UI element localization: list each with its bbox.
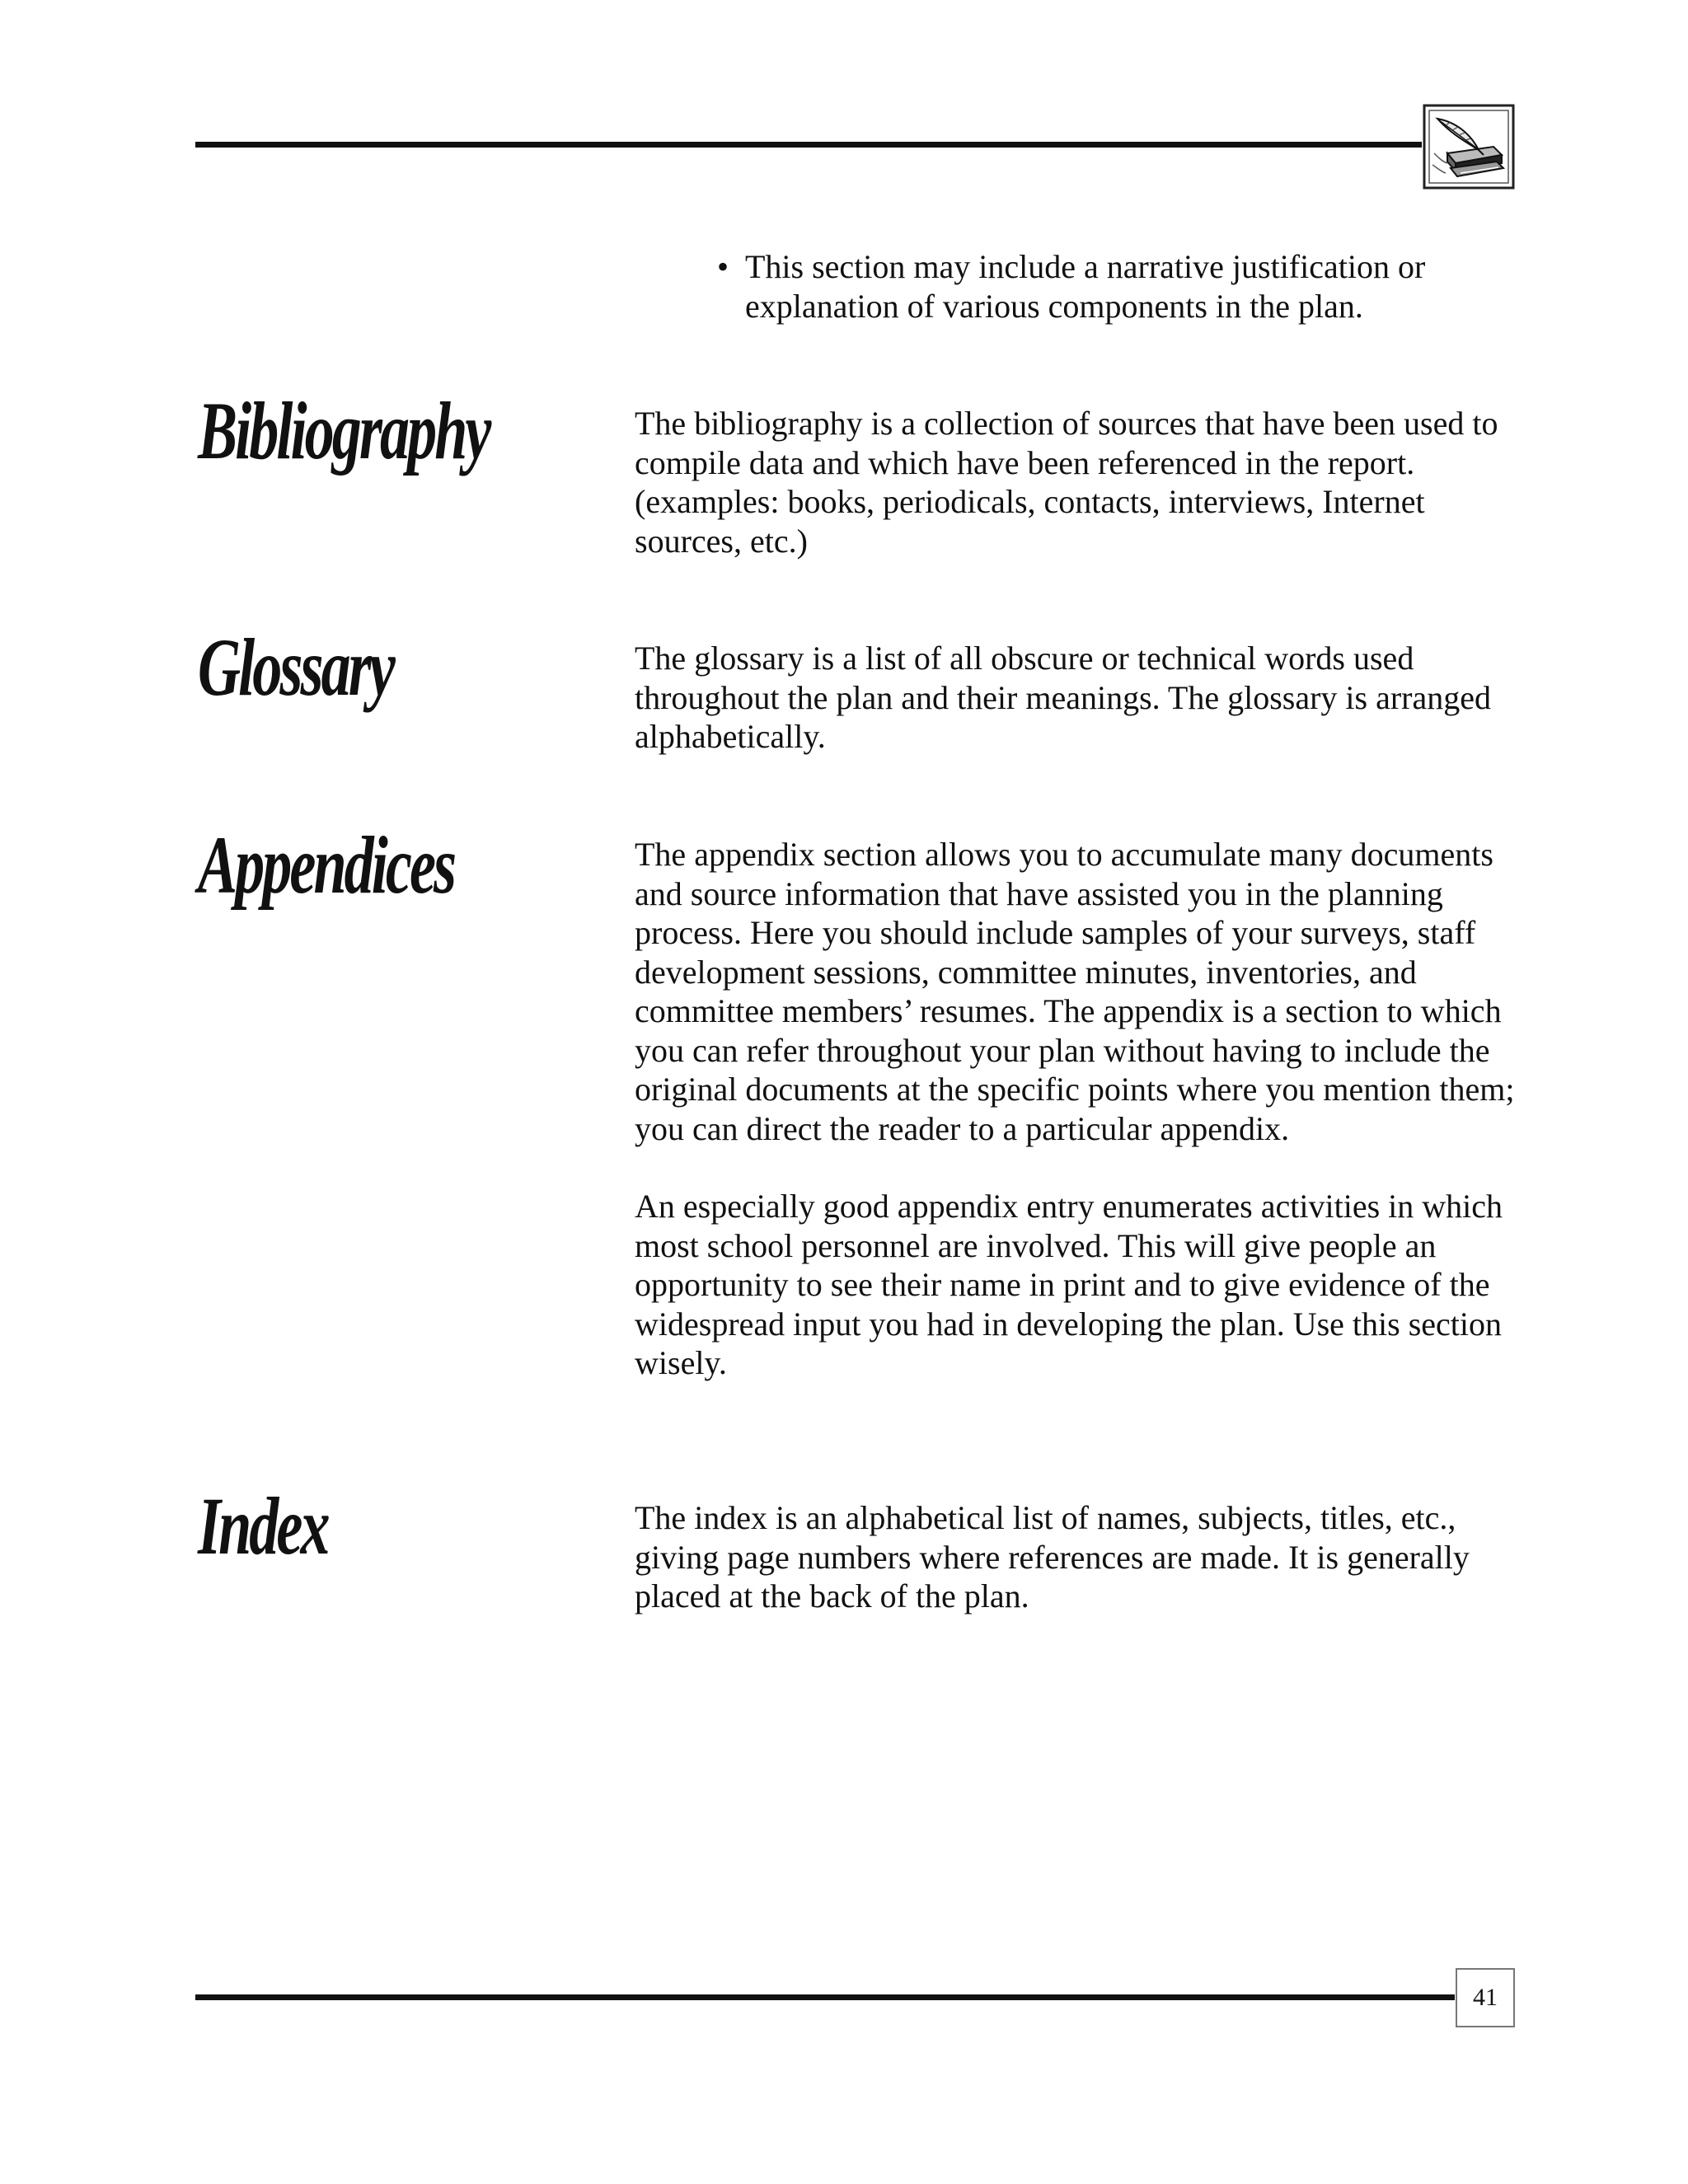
section-heading-glossary: Glossary [198,621,393,713]
footer-rule [195,1994,1455,2000]
section-body-glossary [635,639,1517,757]
section-body-appendices [635,835,1517,1383]
book-and-quill-icon [1423,104,1515,190]
bullet-symbol: • [717,248,729,285]
paragraph: An especially good appendix entry enumerates activities in which most school personnel are involved. This will give people an opportunity to see their name in print and to give evidence of the widespread input you had in developing the plan. Use this section wisely. [635,1188,1503,1381]
section-heading-index: Index [198,1480,328,1572]
header-rule [195,142,1422,148]
bullet-text: This section may include a narrative justification or explanation of various components in the plan. [745,248,1426,325]
section-heading-appendices: Appendices [198,819,455,911]
section-body-index [635,1498,1517,1616]
paragraph: The bibliography is a collection of sources that have been used to compile data and which have been referenced in the report. (examples: books, periodicals, contacts, interviews, Internet sources, etc.) [635,405,1498,560]
paragraph: The index is an alphabetical list of names, subjects, titles, etc., giving page numbers where references are made. It is generally placed at the back of the plan. [635,1499,1470,1615]
paragraph: The appendix section allows you to accumulate many documents and source information that have assisted you in the planning process. Here you should include samples of your surveys, staff development sessions, committee minutes, inventories, and committee members’ resumes. The appendix is a section to which you can refer throughout your plan without having to include the original documents at the specific points where you mention them; you can direct the reader to a particular appendix. [635,836,1515,1147]
section-heading-bibliography: Bibliography [198,385,490,476]
paragraph: The glossary is a list of all obscure or technical words used throughout the plan and their meanings. The glossary is arranged alphabetically. [635,640,1492,755]
section-body-bibliography [635,404,1517,560]
page-number: 41 [1456,1968,1515,2027]
intro-bullet [717,247,1508,326]
